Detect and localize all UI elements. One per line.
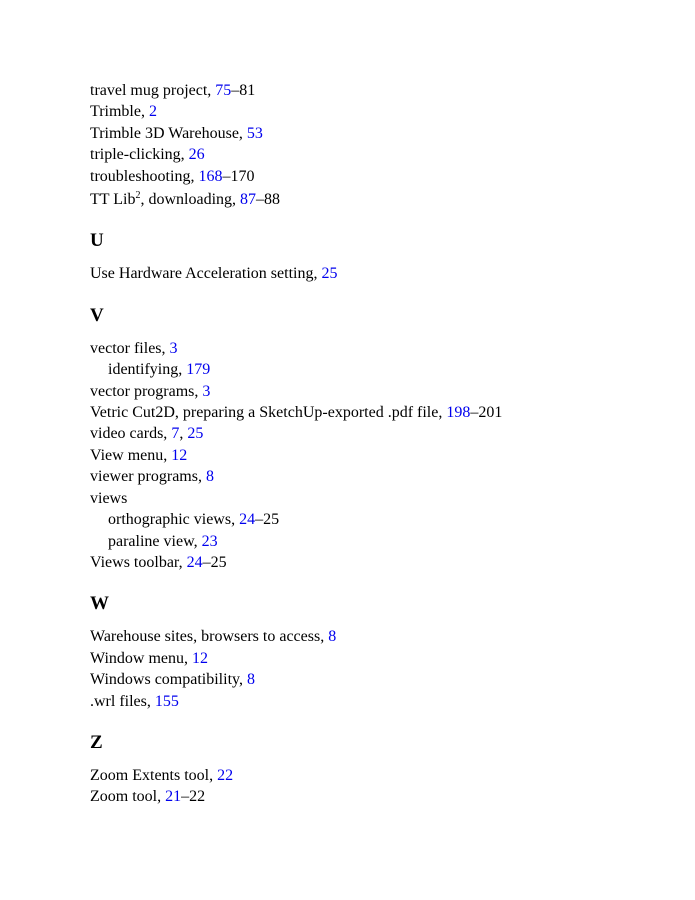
page-link-8[interactable]: 8	[205, 468, 214, 486]
page-link-168[interactable]: 168	[198, 167, 223, 185]
page-range-end: –22	[181, 788, 206, 806]
entry-term: views	[90, 489, 128, 507]
superscript: 2	[135, 190, 141, 202]
page-link-12[interactable]: 12	[171, 446, 188, 464]
page-range-end: –25	[202, 553, 227, 571]
page-link-3[interactable]: 3	[169, 339, 178, 357]
entry-term: vector files,	[90, 339, 170, 357]
entry-term: troubleshooting,	[90, 167, 199, 185]
page-link-7[interactable]: 7	[171, 425, 180, 443]
section-heading-v: V	[90, 304, 104, 326]
page-link-87[interactable]: 87	[240, 191, 257, 209]
index-entry-tt-lib	[90, 189, 670, 210]
index-entry-viewer-programs	[90, 466, 670, 487]
index-entry-views-toolbar	[90, 552, 670, 573]
entry-term: viewer programs,	[90, 468, 206, 486]
page-link-26[interactable]: 26	[188, 146, 205, 164]
entry-term: paraline view,	[108, 532, 202, 550]
index-subentry-identifying	[90, 359, 670, 380]
entry-term: Views toolbar,	[90, 553, 187, 571]
page-link-155[interactable]: 155	[154, 692, 179, 710]
section-heading-u: U	[90, 230, 104, 252]
page-link-2[interactable]: 2	[148, 103, 157, 121]
entry-term: Trimble 3D Warehouse,	[90, 124, 247, 142]
page-link-198[interactable]: 198	[446, 404, 471, 422]
index-entry-view-menu	[90, 445, 670, 466]
index-page	[90, 80, 670, 808]
index-subentry-orthographic-views	[90, 509, 670, 530]
page-range-end: –88	[256, 191, 281, 209]
entry-term: Warehouse sites, browsers to access,	[90, 628, 329, 646]
index-entry-trimble-3d-warehouse	[90, 123, 670, 144]
entry-term: Window menu,	[90, 649, 193, 667]
index-entry-windows-compatibility	[90, 669, 670, 690]
index-entry-troubleshooting	[90, 166, 670, 187]
entry-term: vector programs,	[90, 382, 203, 400]
index-entry-window-menu	[90, 648, 670, 669]
page-range-end: –81	[231, 82, 256, 99]
index-entry-video-cards	[90, 423, 670, 444]
index-entry-zoom-tool	[90, 786, 670, 807]
page-link-75[interactable]: 75	[215, 82, 232, 99]
page-link-53[interactable]: 53	[246, 124, 263, 142]
index-entry-vector-programs	[90, 381, 670, 402]
entry-term: Zoom tool,	[90, 788, 166, 806]
entry-term: travel mug project,	[90, 82, 216, 99]
entry-term: View menu,	[90, 446, 172, 464]
page-link-25[interactable]: 25	[187, 425, 204, 443]
index-entry-use-hardware-acceleration	[90, 263, 670, 284]
index-entry-trimble	[90, 101, 670, 122]
index-entry-views	[90, 488, 670, 509]
separator: ,	[179, 425, 188, 443]
page-link-12[interactable]: 12	[192, 649, 209, 667]
page-link-8[interactable]: 8	[246, 671, 255, 689]
page-link-24[interactable]: 24	[186, 553, 203, 571]
page-link-22[interactable]: 22	[217, 766, 234, 784]
entry-term: Vetric Cut2D, preparing a SketchUp-exported .pdf file,	[90, 404, 447, 422]
entry-term: Trimble,	[90, 103, 149, 121]
page-link-21[interactable]: 21	[165, 788, 182, 806]
page-link-179[interactable]: 179	[186, 361, 211, 379]
index-entry-vector-files	[90, 338, 670, 359]
index-entry-wrl-files	[90, 691, 670, 712]
entry-term: orthographic views,	[108, 511, 240, 529]
entry-term: identifying,	[108, 361, 187, 379]
index-subentry-paraline-view	[90, 531, 670, 552]
entry-term: Use Hardware Acceleration setting,	[90, 265, 322, 283]
page-range-end: –170	[222, 167, 255, 185]
section-heading-z: Z	[90, 731, 103, 753]
index-entry-warehouse-sites	[90, 626, 670, 647]
page-link-3[interactable]: 3	[202, 382, 211, 400]
entry-term-suffix: , downloading,	[140, 191, 241, 209]
entry-term: Zoom Extents tool,	[90, 766, 218, 784]
index-entry-travel-mug-project	[90, 80, 670, 101]
index-entry-zoom-extents-tool	[90, 765, 670, 786]
entry-term: .wrl files,	[90, 692, 155, 710]
index-entry-triple-clicking	[90, 144, 670, 165]
entry-term: video cards,	[90, 425, 172, 443]
entry-term: Windows compatibility,	[90, 671, 247, 689]
page-range-end: –25	[255, 511, 280, 529]
page-link-24[interactable]: 24	[239, 511, 256, 529]
page-link-8[interactable]: 8	[328, 628, 337, 646]
index-entry-vetric-cut2d	[90, 402, 670, 423]
entry-term: triple-clicking,	[90, 146, 189, 164]
entry-term: TT Lib	[90, 191, 136, 209]
page-link-23[interactable]: 23	[201, 532, 218, 550]
section-heading-w: W	[90, 593, 109, 615]
page-range-end: –201	[470, 404, 503, 422]
page-link-25[interactable]: 25	[321, 265, 338, 283]
